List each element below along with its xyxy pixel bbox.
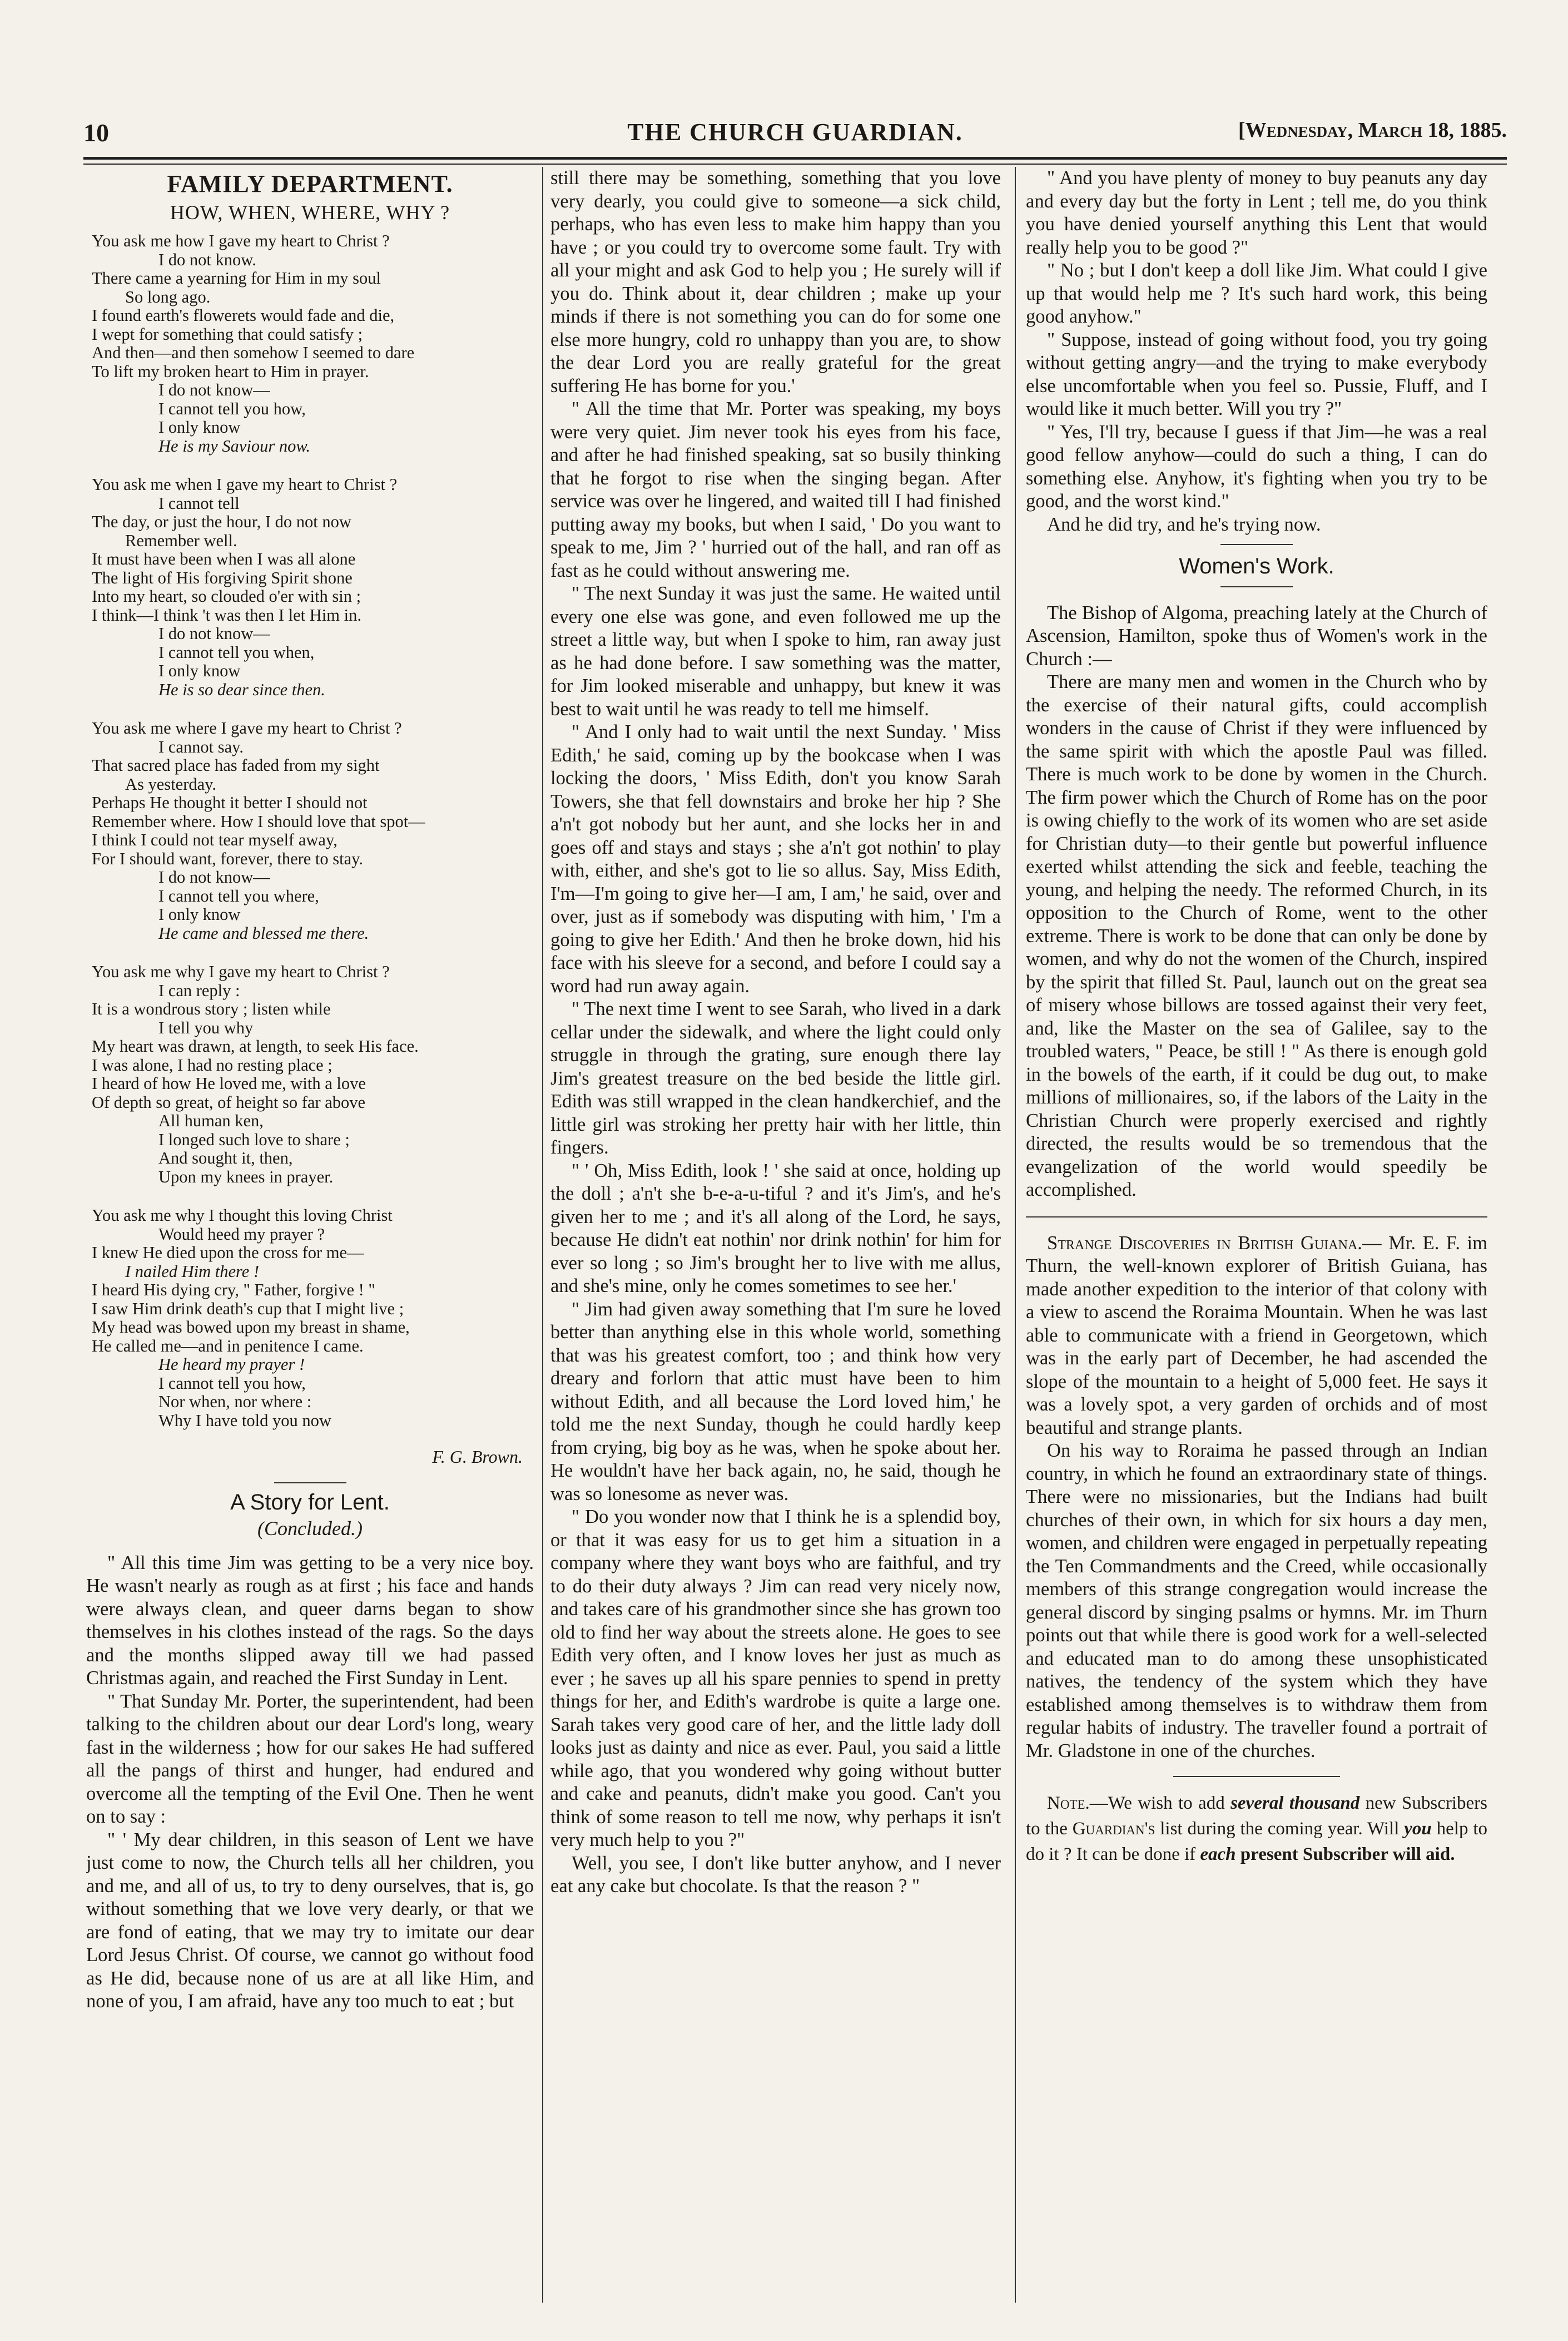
story-subtitle: (Concluded.) [257, 1517, 363, 1540]
poem-line: It must have been when I was all alone [92, 550, 356, 568]
poem [86, 232, 534, 1430]
poem-line: I cannot tell you where, [158, 886, 319, 905]
poem-line: Why I have told you now [158, 1410, 331, 1430]
poem-line: I cannot say. [158, 737, 244, 756]
poem-line: I do not know— [158, 868, 270, 887]
poem-line: I cannot tell you how, [158, 399, 306, 418]
poem-line: He called me—and in penitence I came. [92, 1336, 364, 1355]
divider [1026, 1216, 1487, 1217]
poem-line: I tell you why [158, 1018, 254, 1037]
poem-line: All human ken, [158, 1111, 264, 1130]
note-paper-name: Guardian's [1072, 1819, 1155, 1839]
paragraph: " ' Oh, Miss Edith, look ! ' she said at once, holding up the doll ; a'n't she b-e-a-u-tiful ? and it's Jim's, and he's given her to me ; and it's all along of the Lord, he says, because He didn't eat nothin' nor drink nothin' for him for ever so long ; so Jim's brought her to live with me allus, and she's mine, only he comes sometimes to see her.' [550, 1160, 1001, 1296]
poem-title: HOW, WHEN, WHERE, WHY ? [170, 201, 450, 224]
poem-line: And sought it, then, [158, 1149, 293, 1167]
poem-line: So long ago. [125, 287, 211, 306]
paragraph: " The next time I went to see Sarah, who lived in a dark cellar under the sidewalk, and where the light could only struggle in through the grating, sure enough there lay Jim's greatest treasure on the bed beside the little girl. Edith was still wrapped in the clean handkerchief, and the little girl was stroking her pretty hair with her little, thin fingers. [550, 998, 1001, 1158]
poem-stanza [92, 963, 534, 1186]
guiana-heading: Strange Discoveries in British Guiana.— [1047, 1232, 1382, 1254]
divider [1220, 586, 1293, 587]
note-text: We wish to add [1108, 1793, 1231, 1813]
poem-line: Remember well. [125, 531, 237, 550]
womens-work-title: Women's Work. [1179, 554, 1334, 578]
poem-line: Perhaps He thought it better I should not [92, 793, 368, 812]
poem-line: I think I could not tear myself away, [92, 830, 338, 849]
paragraph: " And I only had to wait until the next Sunday. ' Miss Edith,' he said, coming up by the bookcase when I was locking the doors, ' Miss Edith, don't you know Sarah Towers, she that fell downstairs and broke her hip ? She a'n't got nobody but her aunt, and she locks her in and goes off and stays and stays ; she a'n't got nothin' to play with, either, and she's got to lie so allus. Say, Miss Edith, I'm—I'm going to give her—I am, I am,' he said, over and over, just as if somebody was disputing with him, ' I'm a going to give her Edith.' And then he broke down, hid his face with his sleeve for a second, and before I could say a word had run away again. [550, 721, 1001, 997]
poem-line: The light of His forgiving Spirit shone [92, 568, 353, 587]
poem-line: I only know [158, 418, 241, 437]
poem-line: I only know [158, 905, 241, 924]
poem-line: I think—I think 't was then I let Him in. [92, 605, 361, 625]
note-text: list during the coming year. Will [1155, 1819, 1405, 1839]
poem-line: I do not know. [158, 250, 256, 269]
poem-line: You ask me how I gave my heart to Christ ? [92, 231, 390, 250]
newspaper-title: THE CHURCH GUARDIAN. [627, 118, 963, 146]
poem-stanza [92, 719, 534, 943]
paragraph: " Do you wonder now that I think he is a splendid boy, or that it was easy for us to get him a situation in a company where they want boys who are faithful, and try to do their duty always ? Jim can read very nicely now, and takes care of his grandmother since she has grown too old to find her way about the streets alone. He goes to see Edith very often, and I know loves her just as much as ever ; he saves up all his spare pennies to spend in pretty things for her, and Edith's wardrobe is quite a large one. Sarah takes very good care of her, and the little lady doll looks just as dainty and nice as ever. Paul, you said a little while ago, that you wondered why going without butter and cake and peanuts, didn't make you good. Can't you think of some reason to tell me now, why perhaps it isn't very much help to you ?" [550, 1506, 1001, 1850]
guiana-body [1026, 1439, 1487, 1763]
column-3 [1026, 167, 1487, 2303]
poem-line: Upon my knees in prayer. [158, 1167, 334, 1186]
poem-line: The day, or just the hour, I do not now [92, 512, 351, 531]
poem-line: He came and blessed me there. [158, 923, 369, 943]
poem-line: I can reply : [158, 981, 240, 1000]
paragraph: " Jim had given away something that I'm sure he loved better than anything else in this whole world, something that was his greatest comfort, too ; and think how very dreary and forlorn that attic must have been to him without Edith, and all because the Lord loved him,' he told me the next Sunday, though he could hardly keep from crying, big boy as he was, when he spoke about her. He wouldn't have her back again, no, he said, though he was so lonesome as never was. [550, 1298, 1001, 1504]
poem-line: I was alone, I had no resting place ; [92, 1055, 333, 1075]
poem-line: You ask me why I gave my heart to Christ ? [92, 962, 390, 981]
note-emphasis: each [1200, 1844, 1236, 1864]
column-2 [550, 167, 1001, 2303]
story-body-part-3 [1026, 167, 1487, 536]
poem-line: I found earth's flowerets would fade and die, [92, 306, 395, 325]
guiana-paragraph: Mr. E. F. im Thurn, the well-known explorer of British Guiana, has made another expedition to the interior of that colony with a view to ascend the Roraima Mountain. When he was last able to communicate with a friend in Georgetown, which was in the early part of December, he had ascended the slope of the mountain to a height of 5,000 feet. He says it was a lovely spot, a very garden of orchids and of most beautiful and strange plants. [1026, 1232, 1487, 1438]
poem-line: Of depth so great, of height so far above [92, 1092, 366, 1112]
poem-stanza [92, 476, 534, 699]
paragraph: And he did try, and he's trying now. [1047, 513, 1321, 535]
poem-line: I saw Him drink death's cup that I might live ; [92, 1299, 404, 1318]
poem-line: You ask me why I thought this loving Christ [92, 1206, 393, 1225]
masthead-rule [83, 157, 1507, 160]
note-emphasis: you [1404, 1819, 1432, 1839]
poem-line: As yesterday. [125, 774, 217, 794]
divider [1173, 1776, 1340, 1777]
poem-line: You ask me where I gave my heart to Christ ? [92, 719, 402, 738]
divider [1220, 544, 1293, 545]
section-heading-family: FAMILY DEPARTMENT. [167, 170, 453, 197]
poem-line: Into my heart, so clouded o'er with sin ; [92, 587, 361, 606]
poem-stanza [92, 1206, 534, 1430]
paragraph: The Bishop of Algoma, preaching lately at the Church of Ascension, Hamilton, spoke thus of Women's work in the Church :— [1026, 602, 1487, 670]
poem-line: I cannot tell [158, 493, 240, 513]
poem-line: I do not know— [158, 624, 270, 643]
womens-work-body [1026, 602, 1487, 1202]
poem-stanza [92, 232, 534, 456]
poem-line: Nor when, nor where : [158, 1392, 312, 1411]
column-divider [1015, 167, 1016, 2303]
poem-line: I wept for something that could satisfy ; [92, 324, 363, 344]
paragraph: " Suppose, instead of going without food, you try going without getting angry—and the trying to make everybody else uncomfortable when you feel so. Pussie, Fluff, and I would like it much better. Will you try ?" [1026, 329, 1487, 419]
masthead [83, 106, 1507, 156]
note-lead: Note.— [1047, 1793, 1108, 1813]
poem-line: I knew He died upon the cross for me— [92, 1243, 364, 1262]
paragraph: " That Sunday Mr. Porter, the superintendent, had been talking to the children about our dear Lord's long, weary fast in the wilderness ; how for our sakes He had suffered all the pangs of thirst and hunger, had endured and overcome all the tempting of the Evil One. Then he went on to say : [86, 1690, 534, 1827]
poem-author: F. G. Brown. [432, 1447, 523, 1467]
paragraph: " All this time Jim was getting to be a very nice boy. He wasn't nearly as rough as at first ; his face and hands were always clean, and queer darns began to show themselves in his clothes instead of the rags. So the days and the months slipped away till we had passed Christmas again, and reached the First Sunday in Lent. [86, 1552, 534, 1689]
poem-line: I cannot tell you when, [158, 642, 315, 662]
poem-line: For I should want, forever, there to stay. [92, 849, 364, 868]
poem-line: I heard His dying cry, " Father, forgive ! " [92, 1280, 375, 1299]
masthead-rule-thin [83, 164, 1507, 165]
poem-line: You ask me when I gave my heart to Christ ? [92, 475, 398, 494]
poem-line: It is a wondrous story ; listen while [92, 999, 331, 1018]
divider [274, 1482, 346, 1483]
poem-line: I longed such love to share ; [158, 1130, 350, 1149]
note-text: help to do it ? It can be done if [1026, 1819, 1487, 1864]
note-emphasis: several thousand [1230, 1793, 1360, 1813]
note-text: present Subscriber will aid. [1235, 1844, 1455, 1864]
poem-line: He is my Saviour now. [158, 436, 311, 456]
poem-line: My heart was drawn, at length, to seek His face. [92, 1037, 419, 1056]
paragraph: There are many men and women in the Church who by the exercise of their natural gifts, could accomplish wonders in the cause of Christ if they were influenced by the same spirit with which the apostle Paul was filled. There is much work to be done by women in the Church. The firm power which the Church of Rome has on the poor is owing chiefly to the work of its women who are set aside for Christian duty—to their gentle but powerful influence exerted whilst attending the sick and feeble, teaching the young, and helping the needy. The reformed Church, in its opposition to the Church of Rome, went to the other extreme. There is work to be done that can only be done by women, and why do not the women of the Church, inspired by the spirit that filled St. Paul, launch out on the great sea of misery whose billows are tossed against their very feet, and, like the Master on the sea of Galilee, say to the troubled waters, " Peace, be still ! " As there is enough gold in the bowels of the earth, if it could be dug out, to make millions of millionaires, so, if the labors of the Laity in the Christian Church were properly exercised and rightly directed, the results would be so tremendous that the evangelization of the world would speedily be accomplished. [1026, 671, 1487, 1200]
story-body-part-1 [86, 1552, 534, 2013]
paragraph: " No ; but I don't keep a doll like Jim. What could I give up that would help me ? It's such hard work, this being good anyhow." [1026, 260, 1487, 327]
story-body-part-2 [550, 167, 1001, 1898]
poem-line: Remember where. How I should love that spot— [92, 811, 425, 831]
paragraph: On his way to Roraima he passed through an Indian country, in which he found an extraordinary state of things. There were no missionaries, but the Indians had built churches of their own, in which for six hours a day men, women, and children were engaged in perpetually repeating the Ten Commandments and the Creed, while occasionally members of this strange congregation would increase the general discord by singing psalms or hymns. Mr. im Thurn points out that while there is good work for a well-selected and educated man to do among these unsophisticated natives, the tendency of the system which they have established among themselves is to withdraw them from regular habits of industry. The traveller found a portrait of Mr. Gladstone in one of the churches. [1026, 1440, 1487, 1761]
poem-line: To lift my broken heart to Him in prayer. [92, 362, 369, 381]
story-title: A Story for Lent. [230, 1489, 390, 1515]
poem-line: I heard of how He loved me, with a love [92, 1074, 366, 1093]
paragraph: " The next Sunday it was just the same. He waited until every one else was gone, and even followed me up the street a little way, but when I spoke to him, ran away just as he had done before. I saw something was the matter, for Jim looked miserable and unhappy, but knew it was best to wait until he was ready to tell me himself. [550, 583, 1001, 720]
paragraph: " ' My dear children, in this season of Lent we have just come to now, the Church tells all her children, you and me, and all of us, to try to deny ourselves, that is, go without something that we love very dearly, or that we are fond of eating, that we may try to imitate our dear Lord Jesus Christ. Of course, we cannot go without food as He did, because none of us are at all like Him, and none of you, I am afraid, have any too much to eat ; but [86, 1829, 534, 2012]
poem-line: I do not know— [158, 380, 270, 399]
poem-line: I only know [158, 661, 241, 680]
note-text: new Subscribers to the [1026, 1793, 1487, 1839]
column-1 [86, 167, 534, 2303]
poem-line: He heard my prayer ! [158, 1355, 305, 1374]
poem-line: I cannot tell you how, [158, 1373, 306, 1393]
poem-line: That sacred place has faded from my sight [92, 756, 380, 775]
column-divider [542, 167, 543, 2303]
paragraph: " And you have plenty of money to buy peanuts any day and every day but the forty in Lent ; tell me, do you think you have denied yourself anything this Lent that would really help you to be good ?" [1026, 167, 1487, 258]
paragraph: still there may be something, something that you love very dearly, you could give to someone—a sick child, perhaps, who has even less to make him happy than you have ; or you could try to overcome some fault. Try with all your might and ask God to help you ; He surely will if you do. Think about it, dear children ; make up your minds if there is not something you can do for some one else more hungry, cold ro unhappy than you are, to show the dear Lord you are really grateful for the great suffering He has borne for you.' [550, 167, 1001, 397]
page-number: 10 [83, 118, 109, 147]
subscriber-note [1026, 1790, 1487, 1867]
issue-date: [Wednesday, March 18, 1885. [1238, 118, 1507, 142]
paragraph: Well, you see, I don't like butter anyhow, and I never eat any cake but chocolate. Is that the reason ? " [550, 1852, 1001, 1897]
poem-line: Would heed my prayer ? [158, 1224, 325, 1244]
poem-line: And then—and then somehow I seemed to dare [92, 343, 415, 362]
poem-line: My head was bowed upon my breast in shame, [92, 1318, 410, 1337]
paragraph: " Yes, I'll try, because I guess if that Jim—he was a real good fellow anyhow—could do such a thing, I can do something else. Anyhow, it's fighting when you try to be good, and the worst kind." [1026, 421, 1487, 512]
paragraph: " All the time that Mr. Porter was speaking, my boys were very quiet. Jim never took his eyes from his face, and after he had finished speaking, sat so busily thinking that he forgot to rise when the singing began. After service was over he lingered, and waited till I had finished putting away my books, but when I said, ' Do you want to speak to me, Jim ? ' hurried out of the hall, and ran off as fast as he could without answering me. [550, 398, 1001, 581]
poem-line: He is so dear since then. [158, 680, 325, 699]
poem-line: I nailed Him there ! [125, 1261, 260, 1281]
poem-line: There came a yearning for Him in my soul [92, 269, 381, 288]
